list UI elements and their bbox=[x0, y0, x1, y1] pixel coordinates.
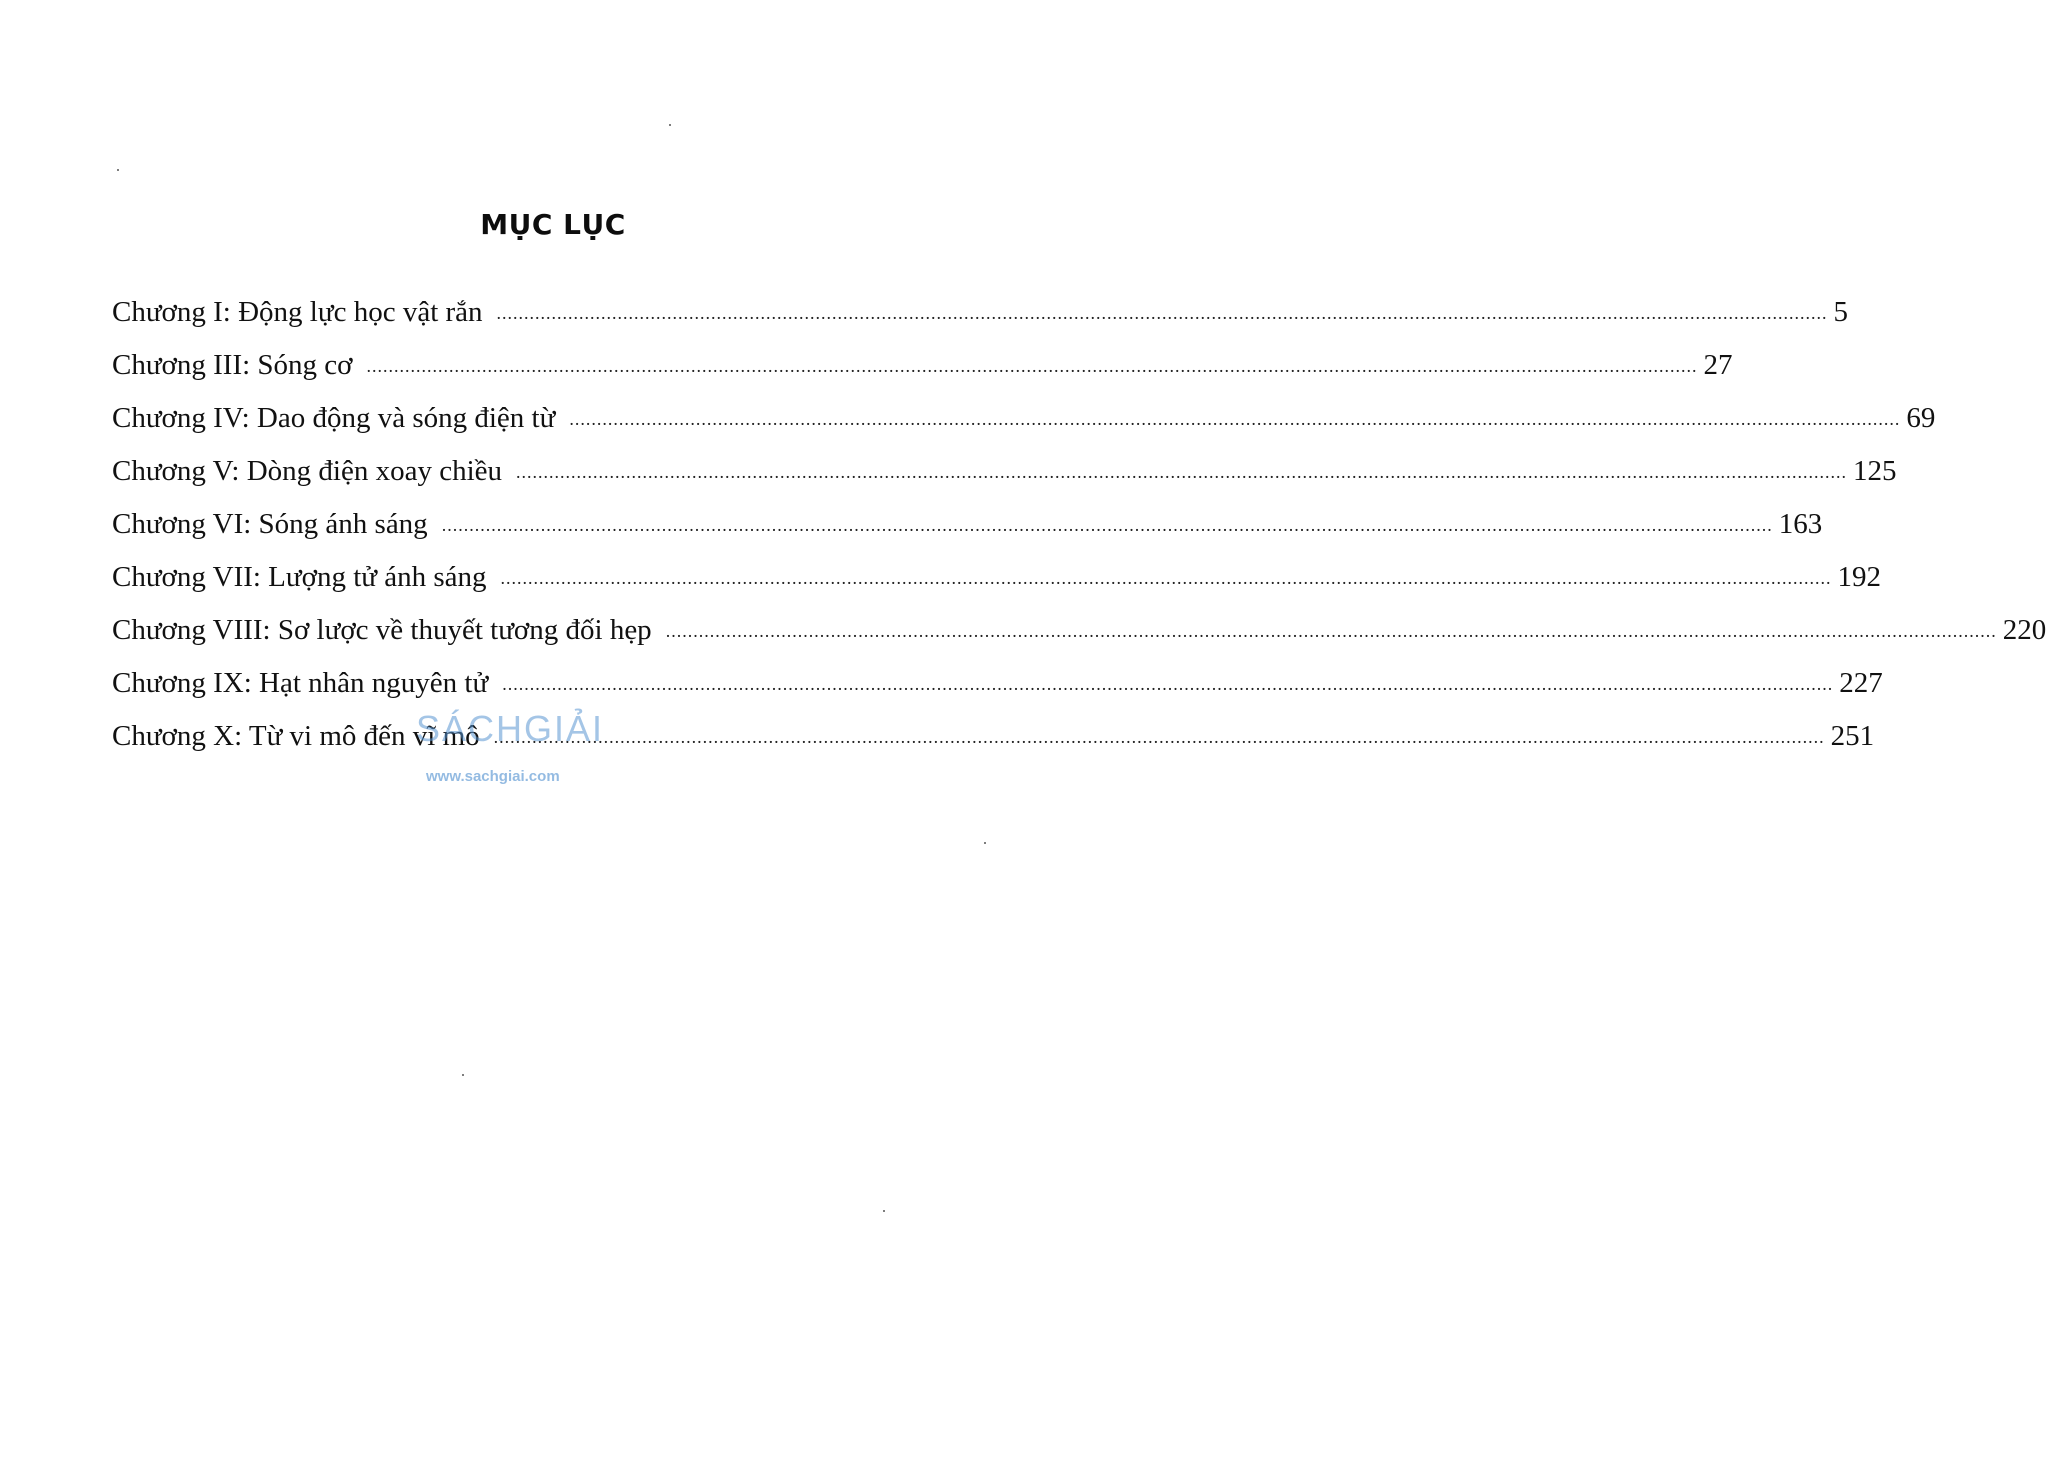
toc-entry bbox=[112, 455, 1897, 508]
toc-entry-label: Chương III: Sóng cơ bbox=[112, 349, 353, 381]
toc-leader-dots bbox=[494, 727, 1825, 748]
table-of-contents bbox=[112, 296, 2046, 773]
scan-speck bbox=[883, 1210, 885, 1212]
toc-entry bbox=[112, 402, 1936, 455]
scan-speck bbox=[984, 842, 986, 844]
toc-entry-label: Chương VII: Lượng tử ánh sáng bbox=[112, 561, 487, 593]
toc-entry-page: 251 bbox=[1830, 720, 1875, 752]
toc-entry-label: Chương IX: Hạt nhân nguyên tử bbox=[112, 667, 489, 699]
toc-entry bbox=[112, 349, 1733, 402]
toc-entry-page: 69 bbox=[1906, 402, 1936, 434]
toc-leader-dots bbox=[497, 303, 1828, 324]
toc-entry bbox=[112, 561, 1882, 614]
toc-entry-label: Chương X: Từ vi mô đến vĩ mô bbox=[112, 720, 480, 752]
toc-entry-label: Chương VIII: Sơ lược về thuyết tương đối hẹp bbox=[112, 614, 652, 646]
toc-entry-label: Chương V: Dòng điện xoay chiều bbox=[112, 455, 503, 487]
toc-entry bbox=[112, 720, 1875, 773]
scan-speck bbox=[669, 124, 671, 126]
toc-entry bbox=[112, 296, 1849, 349]
toc-entry-page: 27 bbox=[1703, 349, 1733, 381]
toc-entry-label: Chương VI: Sóng ánh sáng bbox=[112, 508, 428, 540]
toc-entry-page: 5 bbox=[1833, 296, 1849, 328]
toc-leader-dots bbox=[516, 462, 1847, 483]
toc-entry-page: 227 bbox=[1839, 667, 1883, 699]
toc-leader-dots bbox=[501, 568, 1832, 589]
toc-entry bbox=[112, 614, 2046, 667]
toc-entry bbox=[112, 667, 1883, 720]
scan-speck bbox=[462, 1074, 464, 1076]
watermark-url: www.sachgiai.com bbox=[426, 768, 560, 785]
toc-leader-dots bbox=[502, 674, 1833, 695]
toc-entry-page: 125 bbox=[1853, 455, 1897, 487]
toc-leader-dots bbox=[442, 515, 1773, 536]
toc-entry-page: 163 bbox=[1778, 508, 1823, 540]
scan-speck bbox=[117, 169, 119, 171]
toc-leader-dots bbox=[569, 409, 1900, 430]
toc-entry-label: Chương IV: Dao động và sóng điện từ bbox=[112, 402, 556, 434]
toc-leader-dots bbox=[367, 356, 1698, 377]
toc-leader-dots bbox=[666, 621, 1997, 642]
toc-entry-label: Chương I: Động lực học vật rắn bbox=[112, 296, 483, 328]
toc-entry-page: 220 bbox=[2002, 614, 2046, 646]
watermark-brand: SÁCHGIẢI bbox=[416, 708, 605, 749]
page-title: MỤC LỤC bbox=[480, 208, 626, 241]
toc-entry bbox=[112, 508, 1823, 561]
toc-entry-page: 192 bbox=[1837, 561, 1882, 593]
